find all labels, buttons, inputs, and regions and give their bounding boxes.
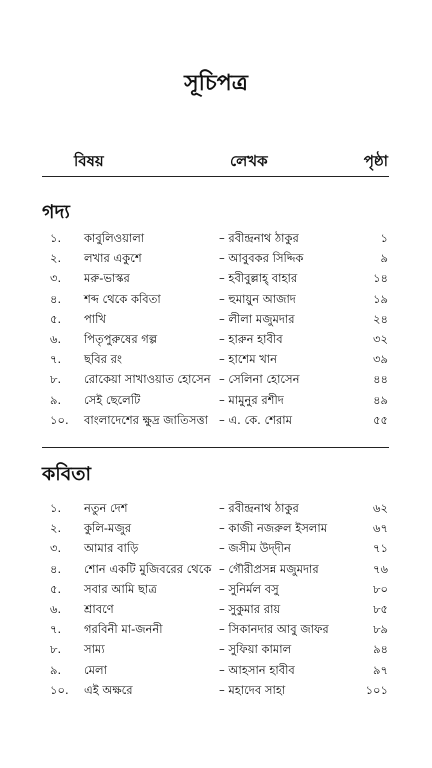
entry-author: – জসীম উদ্‌দীন <box>219 541 291 556</box>
entry-author: – সুফিয়া কামাল <box>219 642 292 657</box>
entry-author: – লীলা মজুমদার <box>219 311 295 326</box>
entry-page-number: ৪৪ <box>373 372 388 387</box>
entry-author: – কাজী নজরুল ইসলাম <box>219 521 328 536</box>
entry-number: ২. <box>50 521 62 536</box>
entry-author: – মহাদেব সাহা <box>219 682 286 697</box>
entry-title: শোন একটি মুজিবরের থেকে <box>84 561 212 576</box>
entry-number: ৭. <box>50 352 62 367</box>
entry-number: ২. <box>50 251 62 266</box>
toc-entry <box>0 659 432 681</box>
column-header-subject: বিষয় <box>74 152 104 170</box>
entry-title: সবার আমি ছাত্র <box>84 581 157 596</box>
entry-author: – মামুনুর রশীদ <box>219 392 284 407</box>
entry-title: পাখি <box>84 311 106 326</box>
toc-entry <box>0 348 432 370</box>
entry-author: – হারুন হাবীব <box>219 332 283 346</box>
entry-title: আমার বাড়ি <box>84 541 139 556</box>
entry-number: ৫. <box>50 581 62 596</box>
entry-page-number: ৯৪ <box>373 642 388 657</box>
toc-entry <box>0 368 432 390</box>
entry-page-number: ৫৫ <box>373 412 388 427</box>
entry-title: পিতৃপুরুষের গল্প <box>84 332 158 346</box>
entry-title: মরু-ভাস্কর <box>84 271 130 286</box>
entry-author: – সিকানদার আবু জাফর <box>219 622 329 637</box>
entry-page-number: ১৪ <box>373 271 388 286</box>
entry-page-number: ৮৫ <box>373 602 388 616</box>
entry-page-number: ৮৯ <box>373 622 388 637</box>
toc-entry <box>0 389 432 411</box>
toc-entry <box>0 497 432 519</box>
entry-page-number: ৬৭ <box>373 521 388 536</box>
section-heading-prose: গদ্য <box>42 201 70 223</box>
toc-entry <box>0 308 432 330</box>
toc-entry <box>0 558 432 580</box>
entry-number: ৫. <box>50 311 62 326</box>
toc-entry <box>0 267 432 289</box>
entry-title: কুলি-মজুর <box>84 521 132 536</box>
entry-author: – রবীন্দ্রনাথ ঠাকুর <box>219 501 299 515</box>
section-heading-poetry: কবিতা <box>42 463 92 485</box>
entry-number: ১. <box>50 231 62 245</box>
toc-entry <box>0 537 432 559</box>
section-divider <box>42 447 389 448</box>
entry-page-number: ৭১ <box>373 541 388 556</box>
entry-title: মেলা <box>84 662 107 677</box>
entry-author: – সুকুমার রায় <box>219 602 281 616</box>
toc-entry <box>0 679 432 701</box>
entry-page-number: ৮০ <box>373 581 388 596</box>
entry-author: – আহসান হাবীব <box>219 662 295 677</box>
entry-number: ১. <box>50 501 62 515</box>
toc-entry <box>0 328 432 350</box>
entry-page-number: ১০১ <box>365 682 388 697</box>
entry-title: রোকেয়া সাখাওয়াত হোসেন <box>84 372 211 387</box>
entry-title: ছবির রং <box>84 352 122 367</box>
entry-title: এই অক্ষরে <box>84 682 133 697</box>
entry-title: সাম্য <box>84 642 105 657</box>
entry-page-number: ৭৬ <box>373 561 388 576</box>
toc-entry <box>0 598 432 620</box>
entry-author: – সুনির্মল বসু <box>219 581 279 596</box>
entry-number: ৯. <box>50 392 62 407</box>
entry-number: ৬. <box>50 332 62 346</box>
entry-number: ৩. <box>50 271 62 286</box>
entry-number: ৪. <box>50 291 62 306</box>
entry-number: ৬. <box>50 602 62 616</box>
entry-page-number: ১৯ <box>373 291 388 306</box>
entry-title: গরবিনী মা-জননী <box>84 622 163 637</box>
entry-page-number: ১ <box>380 231 388 245</box>
entry-title: শব্দ থেকে কবিতা <box>84 291 161 306</box>
entry-title: শ্রাবণে <box>84 602 114 616</box>
toc-entry <box>0 578 432 600</box>
entry-author: – সেলিনা হোসেন <box>219 372 300 387</box>
toc-entry <box>0 517 432 539</box>
entry-author: – হাশেম খান <box>219 352 277 367</box>
entry-page-number: ৩২ <box>373 332 388 346</box>
toc-entry <box>0 227 432 249</box>
entry-number: ১০. <box>50 412 69 427</box>
column-header-author: লেখক <box>230 152 268 170</box>
entry-number: ১০. <box>50 682 69 697</box>
entry-title: নতুন দেশ <box>84 501 128 515</box>
entry-author: – হুমায়ুন আজাদ <box>219 291 296 306</box>
entry-title: লখার একুশে <box>84 251 142 266</box>
entry-title: বাংলাদেশের ক্ষুদ্র জাতিসত্তা <box>84 412 208 427</box>
entry-page-number: ৯৭ <box>373 662 388 677</box>
page-title: সূচিপত্র <box>184 71 248 96</box>
entry-page-number: ৯ <box>380 251 388 266</box>
column-header-page: পৃষ্ঠা <box>363 152 388 170</box>
toc-entry <box>0 638 432 660</box>
toc-entry <box>0 288 432 310</box>
entry-title: সেই ছেলেটি <box>84 392 141 407</box>
header-divider <box>42 176 389 177</box>
toc-entry <box>0 409 432 431</box>
entry-page-number: ৬২ <box>373 501 388 515</box>
entry-number: ৯. <box>50 662 62 677</box>
entry-number: ৪. <box>50 561 62 576</box>
entry-page-number: ৩৯ <box>373 352 388 367</box>
toc-entry <box>0 618 432 640</box>
entry-title: কাবুলিওয়ালা <box>84 231 145 245</box>
entry-author: – রবীন্দ্রনাথ ঠাকুর <box>219 231 299 245</box>
entry-author: – এ. কে. শেরাম <box>219 412 293 427</box>
entry-number: ৮. <box>50 372 62 387</box>
entry-number: ৩. <box>50 541 62 556</box>
toc-entry <box>0 247 432 269</box>
entry-author: – আবুবকর সিদ্দিক <box>219 251 304 266</box>
entry-page-number: ৪৯ <box>373 392 388 407</box>
entry-number: ৮. <box>50 642 62 657</box>
entry-author: – গৌরীপ্রসন্ন মজুমদার <box>219 561 319 576</box>
entry-page-number: ২৪ <box>373 311 388 326</box>
entry-author: – হবীবুল্লাহ্ বাহার <box>219 271 298 286</box>
entry-number: ৭. <box>50 622 62 637</box>
